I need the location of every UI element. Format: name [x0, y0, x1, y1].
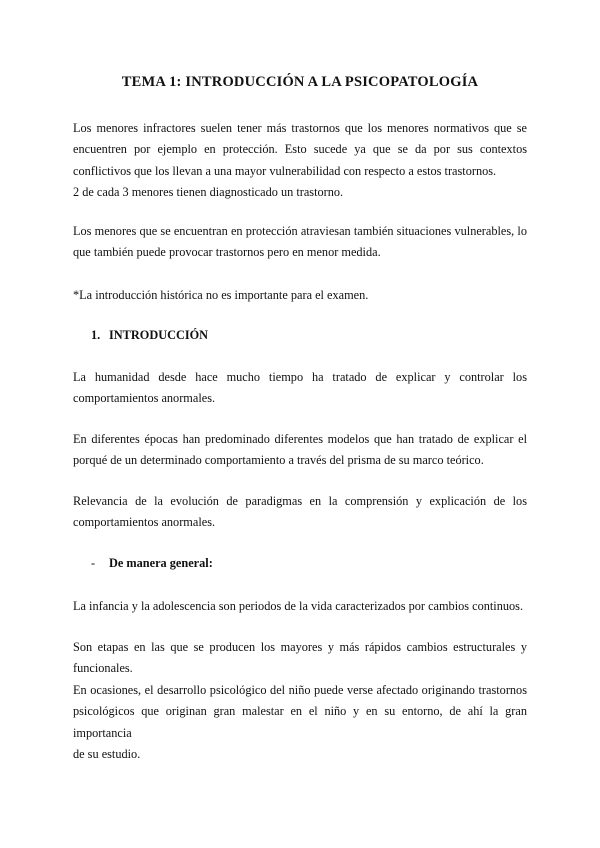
paragraph-etapas	[73, 637, 527, 765]
proteccion-paragraph	[73, 221, 527, 264]
paragraph-etapas-line-4: psicológicos que originan gran malestar en el niño y en su entorno, de ahí la gran importancia	[73, 704, 527, 740]
bullet-label: De manera general:	[109, 556, 213, 570]
paragraph-humanidad-line-1: La humanidad desde hace mucho tiempo ha tratado de explicar y controlar los	[73, 370, 527, 384]
paragraph-etapas-line-5: de su estudio.	[73, 747, 141, 762]
paragraph-epocas	[73, 429, 527, 472]
paragraph-relevancia-line-2: comportamientos anormales.	[73, 515, 216, 530]
paragraph-epocas-line-1: En diferentes épocas han predominado diferentes modelos que han tratado de explicar el	[73, 432, 527, 446]
intro-line-3: conflictivos que los llevan a una mayor vulnerabilidad con respecto a estos trastornos.	[73, 163, 497, 178]
bullet-dash: -	[91, 556, 96, 570]
section-heading-text: INTRODUCCIÓN	[109, 328, 209, 342]
paragraph-etapas-line-2: funcionales.	[73, 661, 133, 676]
bullet-manera-general	[91, 556, 213, 571]
paragraph-infancia-line-1: La infancia y la adolescencia son periodos de la vida caracterizados por cambios continuos.	[73, 599, 524, 613]
exam-note: *La introducción histórica no es importante para el examen.	[73, 288, 369, 302]
paragraph-etapas-line-1: Son etapas en las que se producen los mayores y más rápidos cambios estructurales y	[73, 640, 527, 654]
paragraph-relevancia	[73, 491, 527, 534]
paragraph-epocas-line-2: porqué de un determinado comportamiento a través del prisma de su marco teórico.	[73, 453, 484, 468]
page-title: TEMA 1: INTRODUCCIÓN A LA PSICOPATOLOGÍA	[121, 74, 479, 90]
proteccion-line-1: Los menores que se encuentran en protección atraviesan también situaciones vulnerables, lo	[73, 224, 527, 238]
section-heading-introduccion	[91, 328, 208, 343]
paragraph-infancia	[73, 596, 527, 617]
intro-paragraph	[73, 118, 527, 204]
paragraph-relevancia-line-1: Relevancia de la evolución de paradigmas en la comprensión y explicación de los	[73, 494, 527, 508]
section-number: 1.	[91, 328, 101, 342]
paragraph-humanidad	[73, 367, 527, 410]
intro-line-4: 2 de cada 3 menores tienen diagnosticado un trastorno.	[73, 185, 344, 200]
intro-line-1: Los menores infractores suelen tener más trastornos que los menores normativos que se	[73, 121, 527, 135]
proteccion-line-2: que también puede provocar trastornos pero en menor medida.	[73, 245, 381, 260]
intro-line-2: encuentren por ejemplo en protección. Esto sucede ya que se da por sus contextos	[73, 142, 527, 157]
paragraph-etapas-line-3: En ocasiones, el desarrollo psicológico del niño puede verse afectado originando trastornos	[73, 682, 527, 697]
paragraph-humanidad-line-2: comportamientos anormales.	[73, 391, 216, 406]
